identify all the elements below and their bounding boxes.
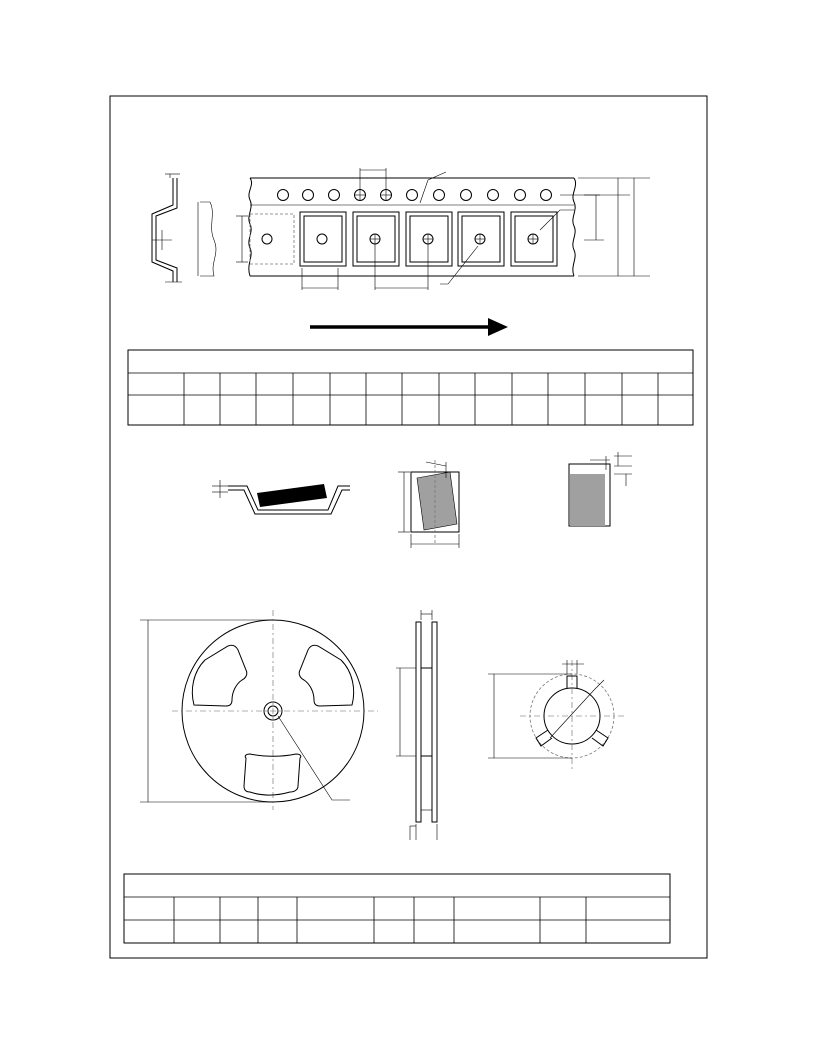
- page-frame: [110, 96, 707, 958]
- component-body: [570, 474, 605, 526]
- reel-window: [244, 754, 301, 795]
- reel-front-view: [140, 610, 378, 810]
- circle-icon: [515, 190, 526, 201]
- tape-right-cut: [573, 178, 576, 276]
- carrier-tape: [198, 168, 650, 290]
- component-clearance-view: [569, 452, 632, 526]
- component-rotated: [417, 472, 457, 530]
- circle-icon: [303, 190, 314, 201]
- circle-icon: [329, 190, 340, 201]
- circle-icon: [278, 190, 289, 201]
- circle-icon: [434, 190, 445, 201]
- circle-icon: [317, 234, 327, 244]
- circle-icon: [488, 190, 499, 201]
- pocket: [300, 212, 346, 266]
- tape-side-profile: [152, 174, 182, 282]
- circle-icon: [461, 190, 472, 201]
- pockets: [250, 212, 557, 266]
- hub-detail-view: [488, 660, 624, 772]
- circle-icon: [262, 234, 272, 244]
- circle-icon: [407, 190, 418, 201]
- arrow-right-icon: [310, 318, 508, 336]
- component-rotation-view: [398, 460, 459, 548]
- reel-window: [299, 645, 353, 706]
- reel-dimensions-table: [124, 874, 670, 943]
- component-body: [257, 484, 327, 507]
- component-in-pocket-section: [212, 480, 350, 514]
- circle-icon: [541, 190, 552, 201]
- tape-dimensions-table: [128, 350, 693, 425]
- reel-side-view: [396, 610, 437, 840]
- reel-window: [192, 645, 246, 706]
- sprocket-holes: [278, 190, 552, 201]
